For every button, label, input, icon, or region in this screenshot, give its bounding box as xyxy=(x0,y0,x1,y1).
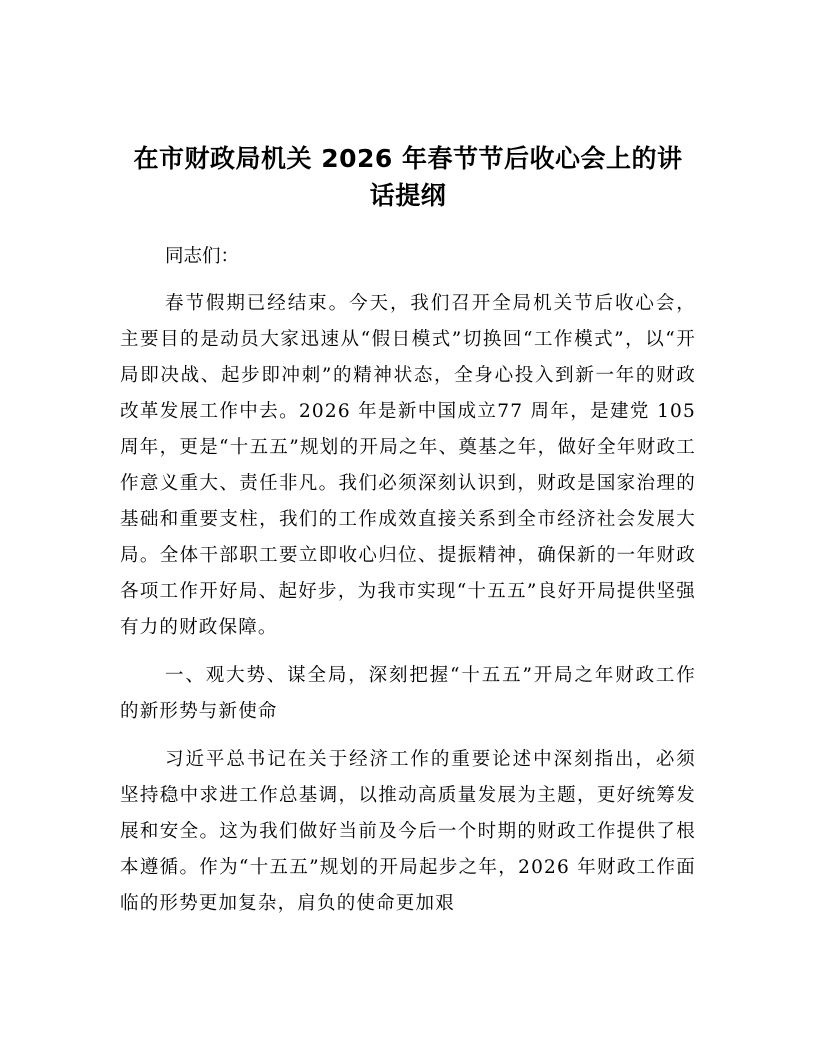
section-1-paragraph: 习近平总书记在关于经济工作的重要论述中深刻指出，必须坚持稳中求进工作总基调，以推动高质量发展为主题，更好统筹发展和安全。这为我们做好当前及今后一个时期的财政工作提供了根本遵循。作为“十五五”规划的开局起步之年，2026 年财政工作面临的形势更加复杂，肩负的使命更加艰 xyxy=(120,749,696,914)
document-title xyxy=(120,140,696,214)
intro-paragraph: 春节假期已经结束。今天，我们召开全局机关节后收心会，主要目的是动员大家迅速从“假日模式”切换回“工作模式”，以“开局即决战、起步即冲刺”的精神状态，全身心投入到新一年的财政改革发展工作中去。2026 年是新中国成立77 周年，是建党 105 周年，更是“十五五”规划的开局之年、奠基之年，做好全年财政工作意义重大、责任非凡。我们必须深刻认识到，财政是国家治理的基础和重要支柱，我们的工作成效直接关系到全市经济社会发展大局。全体干部职工要立即收心归位、提振精神，确保新的一年财政各项工作开好局、起好步，为我市实现“十五五”良好开局提供坚强有力的财政保障。 xyxy=(120,293,696,638)
section-heading-1: 一、观大势、谋全局，深刻把握“十五五”开局之年财政工作的新形势与新使命 xyxy=(120,665,696,722)
document-page xyxy=(120,140,696,922)
title-line-1: 在市财政局机关 2026 年春节节后收心会上的讲 xyxy=(133,144,683,173)
salutation: 同志们： xyxy=(165,246,240,267)
title-line-2: 话提纲 xyxy=(369,181,447,210)
